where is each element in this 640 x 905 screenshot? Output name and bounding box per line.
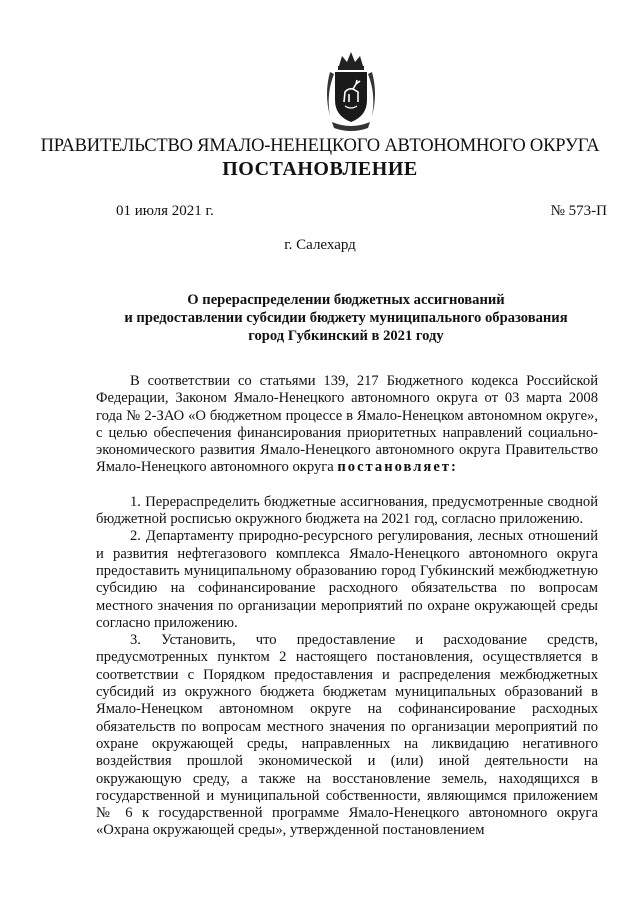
organization-name: ПРАВИТЕЛЬСТВО ЯМАЛО-НЕНЕЦКОГО АВТОНОМНОГО ОКРУГА	[40, 136, 600, 156]
item-2-paragraph: 2. Департаменту природно-ресурсного регулирования, лесных отношений и развития нефтегазового комплекса Ямало-Ненецкого автономного округа предоставить муниципальному образованию город Губкинский межбюджетную субсидию на софинансирование расходного обязательства по вопросам местного значения по организации мероприятий по охране окружающей среды согласно приложению.	[96, 528, 598, 631]
decree-word: постановляет:	[337, 459, 458, 476]
coat-of-arms-icon	[322, 50, 380, 134]
document-city: г. Салехард	[284, 237, 356, 253]
preamble-text: В соответствии со статьями 139, 217 Бюджетного кодекса Российской Федерации, Законом Ямало-Ненецкого автономного округа от 03 марта 2008 года № 2-ЗАО «О бюджетном процессе в Ямало-Ненецком автономном округе», с целью обеспечения финансирования приоритетных направлений социально-экономического развития Ямало-Ненецкого автономного округа Правительство Ямало-Ненецкого автономного округа	[96, 373, 598, 476]
item-3-paragraph: 3. Установить, что предоставление и расходование средств, предусмотренных пунктом 2 настоящего постановления, осуществляется в соответствии с Порядком предоставления и распределения межбюджетных субсидий из окружного бюджета бюджетам муниципальных образований в Ямало-Ненецком автономном округе на софинансирование расходных обязательств по вопросам местного значения по организации мероприятий по охране окружающей среды, направленных на ликвидацию негативного воздействия прошлой экономической и (или) иной деятельности на окружающую среду, а также на восстановление земель, находящихся в государственной и муниципальной собственности, являющимся приложением № 6 к государственной программе Ямало-Ненецкого автономного округа «Охрана окружающей среды», утвержденной постановлением	[96, 632, 598, 839]
document-title	[95, 291, 597, 345]
preamble-paragraph	[96, 373, 598, 477]
document-date: 01 июля 2021 г.	[116, 203, 214, 219]
document-number: № 573-П	[550, 203, 607, 219]
item-1-paragraph: 1. Перераспределить бюджетные ассигнования, предусмотренные сводной бюджетной росписью окружного бюджета на 2021 год, согласно приложению.	[96, 493, 598, 528]
title-line-3: город Губкинский в 2021 году	[248, 328, 444, 344]
title-line-1: О перераспределении бюджетных ассигнований	[187, 292, 505, 308]
title-line-2: и предоставлении субсидии бюджету муниципального образования	[124, 310, 568, 326]
document-body	[96, 373, 598, 840]
document-type: ПОСТАНОВЛЕНИЕ	[222, 158, 418, 180]
